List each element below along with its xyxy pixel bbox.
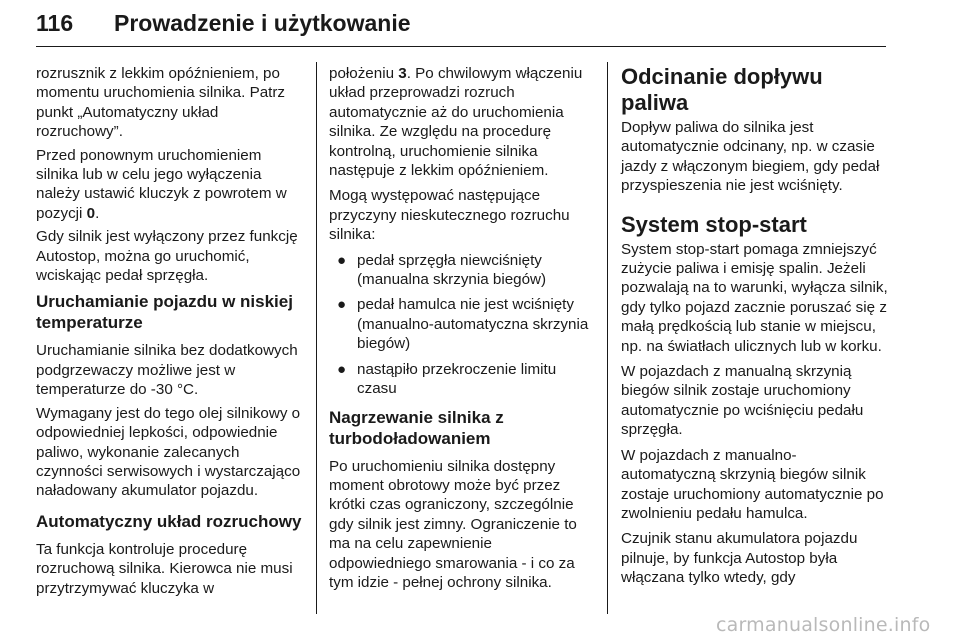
list-item-text: pedał hamulca nie jest wciśnięty (manualno-automatyczna skrzynia biegów)	[357, 296, 589, 353]
watermark: carmanualsonline.info	[716, 614, 931, 636]
paragraph-text: Przed ponownym uruchomieniem silnika lub w celu jego wyłączenia należy ustawić kluczyk z powrotem w pozycji	[36, 146, 287, 222]
list-item	[329, 251, 595, 290]
list-item	[329, 295, 595, 353]
key-position-0: 0	[86, 204, 96, 222]
paragraph: Dopływ paliwa do silnika jest automatycznie odcinany, np. w czasie jazdy z włączonym biegiem, gdy pedał przyspieszenia nie jest wciśnięty.	[621, 119, 880, 195]
paragraph: Uruchamianie silnika bez dodatkowych podgrzewaczy możliwe jest w temperaturze do -30 °C.	[36, 342, 298, 399]
section-heading: System stop-start	[621, 211, 807, 237]
column-1	[36, 64, 304, 604]
page-number: 116	[36, 10, 74, 36]
key-position-3: 3	[398, 65, 407, 82]
paragraph: Czujnik stanu akumulatora pojazdu pilnuje, by funkcja Autostop była włączana tylko wtedy, gdy	[621, 530, 858, 587]
paragraph	[329, 64, 595, 180]
list-item-text: pedał sprzęgła niewciśnięty (manualna skrzynia biegów)	[357, 251, 547, 289]
paragraph: W pojazdach z manualną skrzynią biegów silnik zostaje uruchomiony automatycznie po wciśnięciu pedału sprzęgła.	[621, 363, 864, 439]
list-item	[329, 360, 595, 399]
paragraph-start: położeniu	[329, 65, 399, 82]
paragraph: Po uruchomieniu silnika dostępny moment obrotowy może być przez krótki czas ograniczony, szczególnie gdy silnik jest zimny. Ograniczenie to ma na celu zapewnienie odpowiedniego smarowania - i co za tym idzie - pełnej ochrony silnika.	[329, 457, 577, 591]
paragraph-end: .	[95, 204, 100, 222]
page-header	[36, 4, 886, 46]
paragraph: rozrusznik z lekkim opóźnieniem, po momentu uruchomienia silnika. Patrz punkt „Automatyczny układ rozruchowy”.	[36, 65, 286, 141]
column-2	[329, 64, 595, 598]
bullet-icon: ●	[337, 360, 347, 378]
page-title: Prowadzenie i użytkowanie	[114, 10, 411, 36]
section-heading: Odcinanie dopływu paliwa	[621, 64, 823, 115]
paragraph: W pojazdach z manualno-automatyczną skrzynią biegów silnik zostaje uruchomiony automatycznie po zwolnieniu pedału hamulca.	[621, 446, 884, 522]
paragraph: Wymagany jest do tego olej silnikowy o odpowiedniej lepkości, odpowiednie paliwo, wykonanie zalecanych czynności serwisowych i wystarczająco naładowany akumulator pojazdu.	[36, 404, 301, 500]
section-heading: Automatyczny układ rozruchowy	[36, 511, 302, 531]
paragraph	[36, 146, 304, 224]
paragraph: Mogą występować następujące przyczyny nieskutecznego rozruchu silnika:	[329, 187, 570, 244]
paragraph: Gdy silnik jest wyłączony przez funkcję Autostop, można go uruchomić, wciskając pedał sprzęgła.	[36, 228, 298, 285]
paragraph-rest: . Po chwilowym włączeniu układ przeprowadzi rozruch automatycznie aż do uruchomienia silnika. Ze względu na procedurę kontrolną, uruchomienie silnika następuje z lekkim opóźnieniem.	[329, 65, 583, 180]
list-item-text: nastąpiło przekroczenie limitu czasu	[357, 360, 557, 398]
section-heading: Uruchamianie pojazdu w niskiej temperaturze	[36, 292, 293, 333]
column-divider	[607, 62, 608, 614]
column-3	[621, 64, 891, 594]
paragraph: System stop-start pomaga zmniejszyć zużycie paliwa i emisję spalin. Jeżeli pozwalają na to warunki, wyłącza silnik, gdy tylko pojazd zacznie poruszać się z małą prędkością lub stanie w miejscu, np. na światłach ulicznych lub w korku.	[621, 240, 888, 355]
bullet-icon: ●	[337, 251, 347, 269]
section-heading: Nagrzewanie silnika z turbodoładowaniem	[329, 407, 504, 448]
bullet-icon: ●	[337, 296, 347, 314]
column-divider	[316, 62, 317, 614]
paragraph: Ta funkcja kontroluje procedurę rozruchową silnika. Kierowca nie musi przytrzymywać kluczyka w	[36, 540, 293, 597]
bullet-list	[329, 251, 595, 399]
header-rule	[36, 46, 886, 47]
